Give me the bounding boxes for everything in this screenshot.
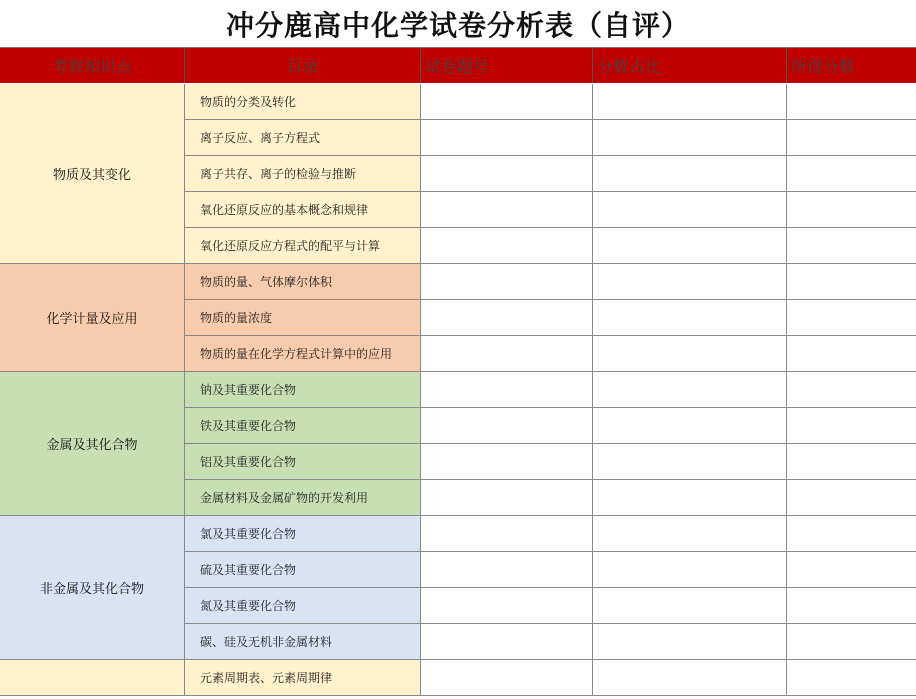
score-ratio-cell[interactable] <box>593 192 787 228</box>
category-cell[interactable]: 非金属及其化合物 <box>0 516 185 660</box>
score-obtained-cell[interactable] <box>787 372 916 408</box>
question-number-cell[interactable] <box>421 624 593 660</box>
topic-cell[interactable]: 元素周期表、元素周期律 <box>185 660 421 696</box>
question-number-cell[interactable] <box>421 228 593 264</box>
header-score-obtained[interactable]: 所得分数 <box>787 48 916 83</box>
topic-cell[interactable]: 铝及其重要化合物 <box>185 444 421 480</box>
category-cell[interactable]: 化学计量及应用 <box>0 264 185 372</box>
score-obtained-cell[interactable] <box>787 660 916 696</box>
score-obtained-cell[interactable] <box>787 300 916 336</box>
topic-cell[interactable]: 碳、硅及无机非金属材料 <box>185 624 421 660</box>
question-number-cell[interactable] <box>421 408 593 444</box>
question-number-cell[interactable] <box>421 336 593 372</box>
header-catalog[interactable]: 目录 <box>185 48 421 83</box>
topic-cell[interactable]: 物质的量在化学方程式计算中的应用 <box>185 336 421 372</box>
topic-cell[interactable]: 物质的分类及转化 <box>185 84 421 120</box>
score-ratio-cell[interactable] <box>593 156 787 192</box>
topic-cell[interactable]: 离子反应、离子方程式 <box>185 120 421 156</box>
question-number-cell[interactable] <box>421 516 593 552</box>
question-number-cell[interactable] <box>421 660 593 696</box>
topic-cell[interactable]: 钠及其重要化合物 <box>185 372 421 408</box>
topic-cell[interactable]: 离子共存、离子的检验与推断 <box>185 156 421 192</box>
question-number-cell[interactable] <box>421 120 593 156</box>
category-cell[interactable] <box>0 660 185 696</box>
score-obtained-cell[interactable] <box>787 444 916 480</box>
score-ratio-cell[interactable] <box>593 84 787 120</box>
score-obtained-cell[interactable] <box>787 588 916 624</box>
category-cell[interactable]: 物质及其变化 <box>0 84 185 264</box>
topic-cell[interactable]: 氯及其重要化合物 <box>185 516 421 552</box>
question-number-cell[interactable] <box>421 192 593 228</box>
score-obtained-cell[interactable] <box>787 192 916 228</box>
question-number-cell[interactable] <box>421 156 593 192</box>
topic-cell[interactable]: 氧化还原反应的基本概念和规律 <box>185 192 421 228</box>
score-ratio-cell[interactable] <box>593 588 787 624</box>
score-ratio-cell[interactable] <box>593 300 787 336</box>
question-number-cell[interactable] <box>421 372 593 408</box>
topic-cell[interactable]: 氧化还原反应方程式的配平与计算 <box>185 228 421 264</box>
topic-cell[interactable]: 氮及其重要化合物 <box>185 588 421 624</box>
header-question-number[interactable]: 试卷题号 <box>421 48 593 83</box>
header-score-ratio[interactable]: 分数占比 <box>593 48 787 83</box>
score-obtained-cell[interactable] <box>787 408 916 444</box>
score-ratio-cell[interactable] <box>593 624 787 660</box>
question-number-cell[interactable] <box>421 480 593 516</box>
score-ratio-cell[interactable] <box>593 120 787 156</box>
question-number-cell[interactable] <box>421 300 593 336</box>
score-obtained-cell[interactable] <box>787 480 916 516</box>
score-obtained-cell[interactable] <box>787 84 916 120</box>
topic-cell[interactable]: 金属材料及金属矿物的开发利用 <box>185 480 421 516</box>
score-obtained-cell[interactable] <box>787 336 916 372</box>
score-obtained-cell[interactable] <box>787 156 916 192</box>
score-ratio-cell[interactable] <box>593 516 787 552</box>
score-ratio-cell[interactable] <box>593 660 787 696</box>
question-number-cell[interactable] <box>421 552 593 588</box>
score-ratio-cell[interactable] <box>593 408 787 444</box>
topic-cell[interactable]: 物质的量浓度 <box>185 300 421 336</box>
score-obtained-cell[interactable] <box>787 228 916 264</box>
score-ratio-cell[interactable] <box>593 372 787 408</box>
topic-cell[interactable]: 硫及其重要化合物 <box>185 552 421 588</box>
topic-cell[interactable]: 物质的量、气体摩尔体积 <box>185 264 421 300</box>
topic-cell[interactable]: 铁及其重要化合物 <box>185 408 421 444</box>
score-ratio-cell[interactable] <box>593 480 787 516</box>
score-obtained-cell[interactable] <box>787 624 916 660</box>
score-obtained-cell[interactable] <box>787 120 916 156</box>
score-ratio-cell[interactable] <box>593 264 787 300</box>
score-obtained-cell[interactable] <box>787 516 916 552</box>
score-obtained-cell[interactable] <box>787 264 916 300</box>
score-ratio-cell[interactable] <box>593 552 787 588</box>
sheet-title: 冲分鹿高中化学试卷分析表（自评） <box>0 0 916 48</box>
score-ratio-cell[interactable] <box>593 444 787 480</box>
question-number-cell[interactable] <box>421 84 593 120</box>
question-number-cell[interactable] <box>421 444 593 480</box>
question-number-cell[interactable] <box>421 588 593 624</box>
score-obtained-cell[interactable] <box>787 552 916 588</box>
question-number-cell[interactable] <box>421 264 593 300</box>
header-knowledge-point[interactable]: 考察知识点 <box>0 48 185 83</box>
score-ratio-cell[interactable] <box>593 336 787 372</box>
score-ratio-cell[interactable] <box>593 228 787 264</box>
category-cell[interactable]: 金属及其化合物 <box>0 372 185 516</box>
